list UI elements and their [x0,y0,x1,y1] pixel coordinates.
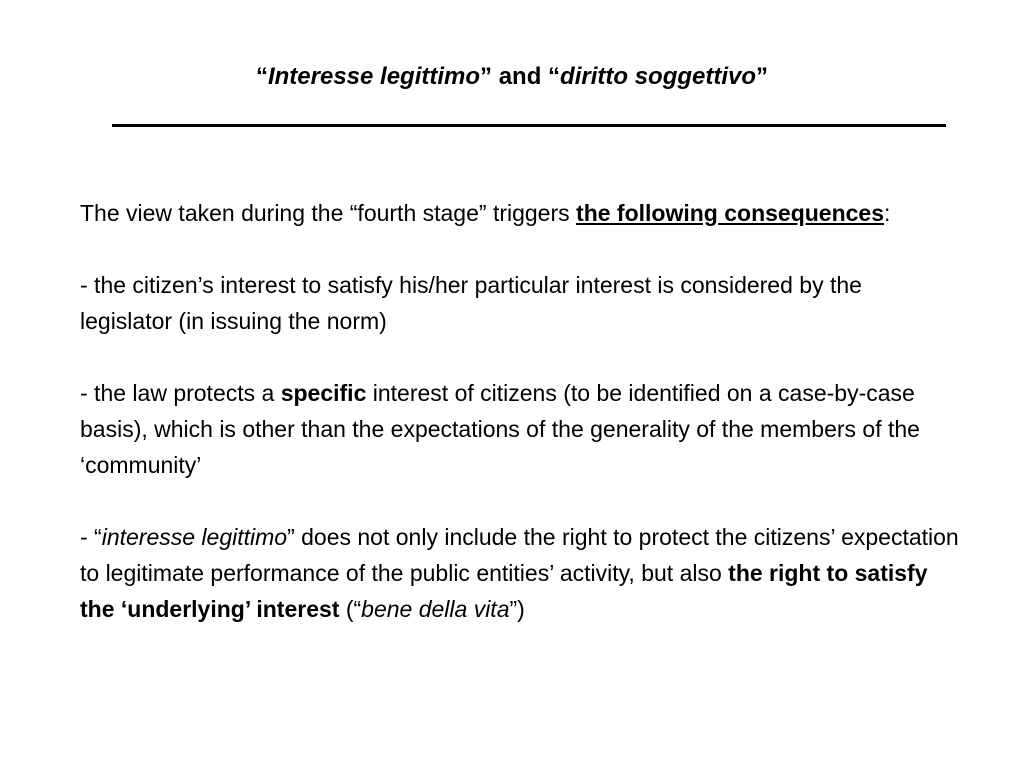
bullet-2-post: interest of citizens (to be identified on a case-by-case basis), which is other than the expectations of the generality of the members of the ‘community’ [80,380,920,478]
bullet-3 [80,519,960,627]
bullet-2-pre: - the law protects a [80,380,281,406]
title-term-diritto-soggettivo: diritto soggettivo [560,63,757,90]
title-and: and [492,63,549,90]
bullet-3-mid: ” does not only include the right to protect the citizens’ expectation to legitimate performance of the public entities’ activity, but also [80,524,959,586]
bullet-3-emphasis: the right to satisfy the ‘underlying’ interest [80,560,928,622]
spacer [80,339,960,375]
intro-emphasis: the following consequences [576,200,885,226]
title-quote-open-2: “ [548,63,561,90]
bullet-3-term-2: bene della vita [361,596,510,622]
title-underline-rule [112,124,946,127]
slide-body [80,195,960,627]
bullet-3-paren-open: (“ [339,596,362,622]
bullet-3-pre: - “ [80,524,102,550]
title-term-interesse-legittimo: Interesse legittimo [267,63,481,90]
intro-colon: : [884,200,891,226]
bullet-2 [80,375,960,483]
title-quote-open: “ [255,63,268,90]
intro-paragraph [80,195,960,231]
slide-title [0,60,1024,94]
bullet-3-term: interesse legittimo [101,524,288,550]
spacer [80,483,960,519]
bullet-1-text: - the citizen’s interest to satisfy his/her particular interest is considered by the legislator (in issuing the norm) [80,272,862,334]
bullet-3-paren-close: ”) [509,596,525,622]
intro-text: The view taken during the “fourth stage” triggers [80,200,577,226]
spacer [80,231,960,267]
bullet-1 [80,267,960,339]
title-quote-close: ” [480,63,493,90]
title-quote-close-2: ” [756,63,769,90]
bullet-2-emphasis: specific [280,380,367,406]
